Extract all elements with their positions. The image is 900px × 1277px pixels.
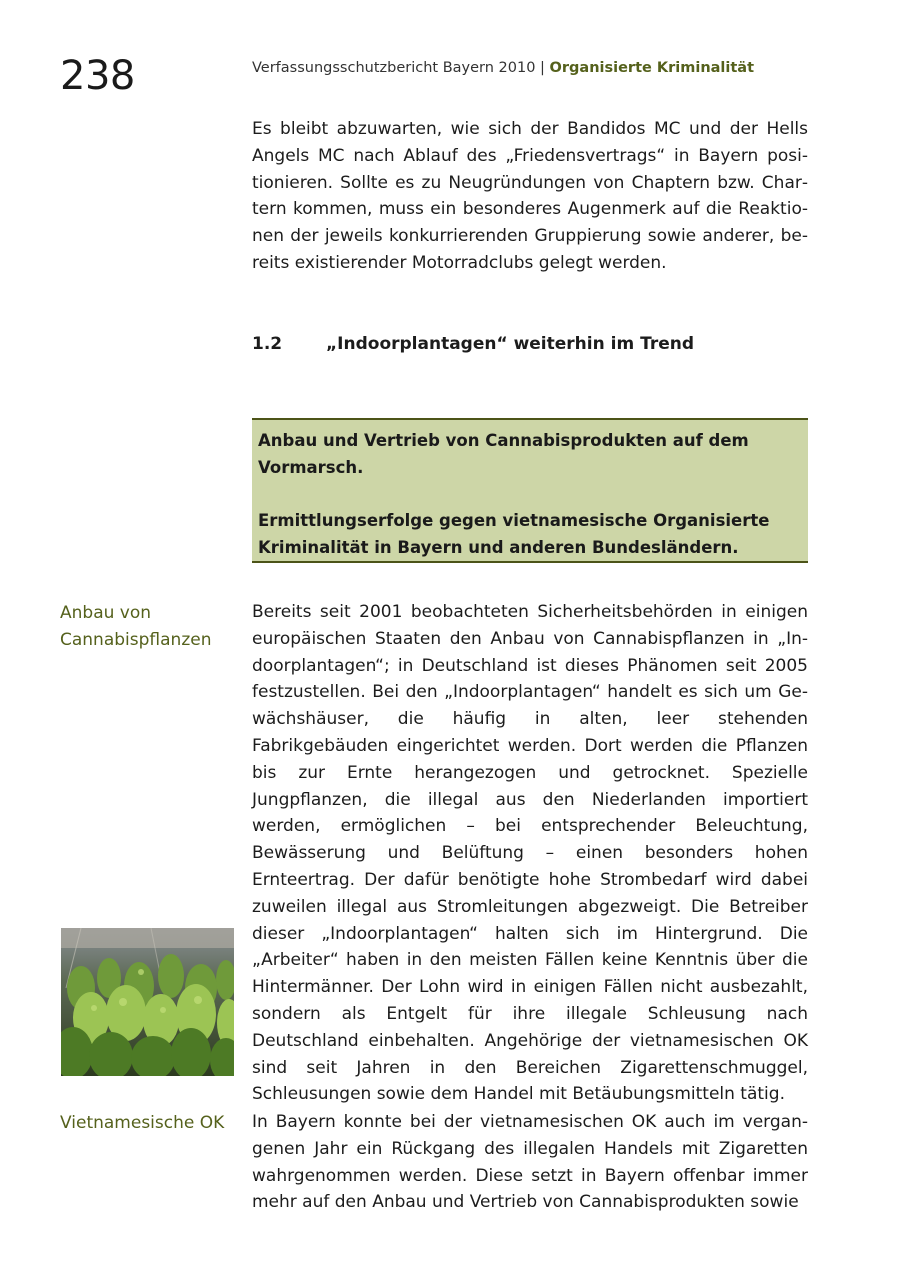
vietnamese-paragraph: In Bayern konnte bei der vietnamesischen OK auch im vergangenen Jahr ein Rückgang des illegalen Handels mit Zigaretten wahrgenommen werden. Diese setzt in Bayern offenbar immer mehr auf den Anbau und Vertrieb von Cannabisprodukten sowie [252,1112,808,1213]
summary-box [252,418,808,563]
cultivation-paragraph-block [252,599,808,1108]
intro-paragraph-block [252,116,808,277]
publication-title: Verfassungsschutzbericht Bayern 2010 | [252,60,550,76]
cultivation-paragraph: Bereits seit 2001 beobachteten Sicherheitsbehörden in einigen europäischen Staaten den Anbau von Cannabispflanzen in „Indoorplantagen“; in Deutschland ist dieses Phänomen seit 2005 festzustellen. Bei den „Indoorplantagen“ handelt es sich um Gewächshäuser, die häufig in alten, leer stehenden Fabrikgebäuden eingerichtet werden. Dort werden die Pflanzen bis zur Ernte herangezogen und getrocknet. Spezielle Jungpflanzen, die illegal aus den Niederlanden importiert werden, ermöglichen – bei entsprechender Beleuchtung, Bewässerung und Belüftung – einen besonders hohen Ernteertrag. Der dafür benötigte hohe Strombedarf wird dabei zuweilen illegal aus Stromleitungen abgezweigt. Die Betreiber dieser „Indoorplantagen“ halten sich im Hintergrund. Die „Arbeiter“ haben in den meisten Fällen keine Kenntnis über die Hintermänner. Der Lohn wird in einigen Fällen nicht ausbezahlt, sondern als Entgelt für ihre illegale Schleusung nach Deutschland einbehalten. Angehörige der vietnamesischen OK sind seit Jahren in den Bereichen Zigarettenschmuggel, Schleusungen sowie dem Handel mit Betäubungsmitteln tätig. [252,602,808,1105]
summary-line-2: Ermittlungserfolge gegen vietnamesische Organisierte Kriminalität in Bayern und anderen Bundesländern. [258,511,770,557]
running-header [252,59,754,77]
vietnamese-paragraph-block [252,1109,808,1216]
margin-note-cultivation: Anbau von Cannabispflanzen [60,603,212,650]
page-number: 238 [60,53,135,99]
section-title: Organisierte Kriminalität [549,60,755,76]
intro-paragraph: Es bleibt abzuwarten, wie sich der Bandidos MC und der Hells Angels MC nach Ablauf des „Friedensvertrags“ in Bayern positionieren. Sollte es zu Neugründungen von Chaptern bzw. Chartern kommen, muss ein besonderes Augenmerk auf die Reaktionen der jeweils konkurrierenden Gruppierung sowie anderer, bereits existierender Motorradclubs gelegt werden. [252,119,808,273]
summary-line-1: Anbau und Vertrieb von Cannabisprodukten auf dem Vormarsch. [258,431,749,477]
cannabis-plants-photo [61,928,234,1076]
subheading-title: „Indoorplantagen“ weiterhin im Trend [326,334,694,354]
margin-note-vietnamese-oc: Vietnamesische OK [60,1113,225,1133]
subheading-number: 1.2 [252,334,283,354]
